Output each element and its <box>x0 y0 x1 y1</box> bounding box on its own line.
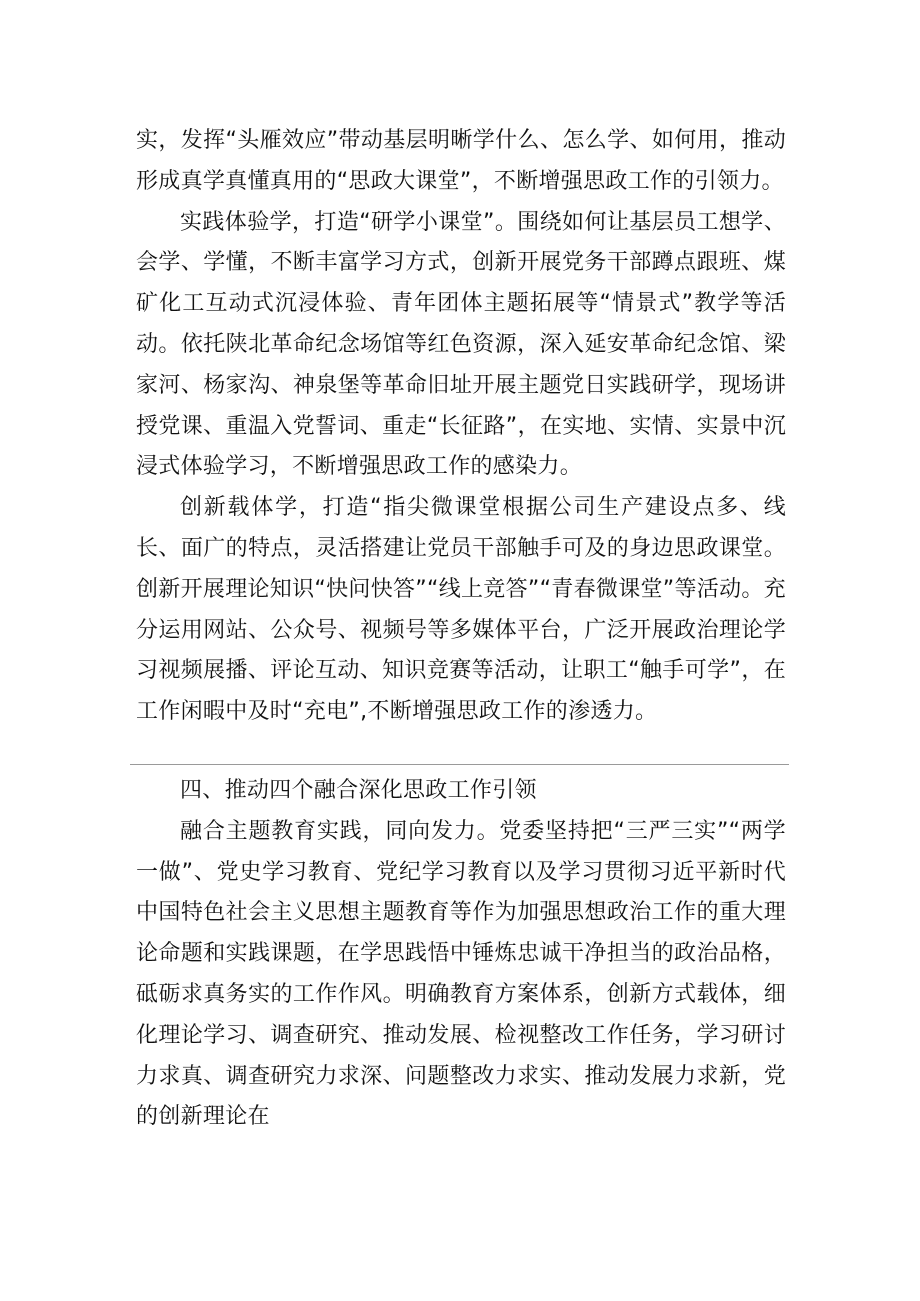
document-body-top <box>136 121 786 733</box>
section-divider <box>130 764 789 765</box>
paragraph-innovation-carrier: 创新载体学，打造“指尖微课堂根据公司生产建设点多、线长、面广的特点，灵活搭建让党员干部触手可及的身边思政课堂。创新开展理论知识“快问快答”“线上竞答”“青春微课堂”等活动。充分运用网站、公众号、视频号等多媒体平台，广泛开展政治理论学习视频展播、评论互动、知识竞赛等活动，让职工“触手可学”，在工作闲暇中及时“充电”,不断增强思政工作的渗透力。 <box>136 495 786 725</box>
section-heading: 四、推动四个融合深化思政工作引领 <box>180 778 537 803</box>
paragraph-theme-education: 融合主题教育实践，同向发力。党委坚持把“三严三实”“两学一做”、党史学习教育、党纪学习教育以及学习贯彻习近平新时代中国特色社会主义思想主题教育等作为加强思想政治工作的重大理论命题和实践课题，在学思践悟中锤炼忠诚干净担当的政治品格，砥砺求真务实的工作作风。明确教育方案体系，创新方式载体，细化理论学习、调查研究、推动发展、检视整改工作任务，学习研讨力求真、调查研究力求深、问题整改力求实、推动发展力求新，党的创新理论在 <box>136 818 786 1130</box>
paragraph-continuation: 实，发挥“头雁效应”带动基层明晰学什么、怎么学、如何用，推动形成真学真懂真用的“思政大课堂”，不断增强思政工作的引领力。 <box>136 128 786 194</box>
document-body-bottom <box>136 771 786 1138</box>
paragraph-practice-study: 实践体验学，打造“研学小课堂”。围绕如何让基层员工想学、会学、学懂，不断丰富学习方式，创新开展党务干部蹲点跟班、煤矿化工互动式沉浸体验、青年团体主题拓展等“情景式”教学等活动。依托陕北革命纪念场馆等红色资源，深入延安革命纪念馆、梁家河、杨家沟、神泉堡等革命旧址开展主题党日实践研学，现场讲授党课、重温入党誓词、重走“长征路”，在实地、实情、实景中沉浸式体验学习，不断增强思政工作的感染力。 <box>136 209 786 480</box>
